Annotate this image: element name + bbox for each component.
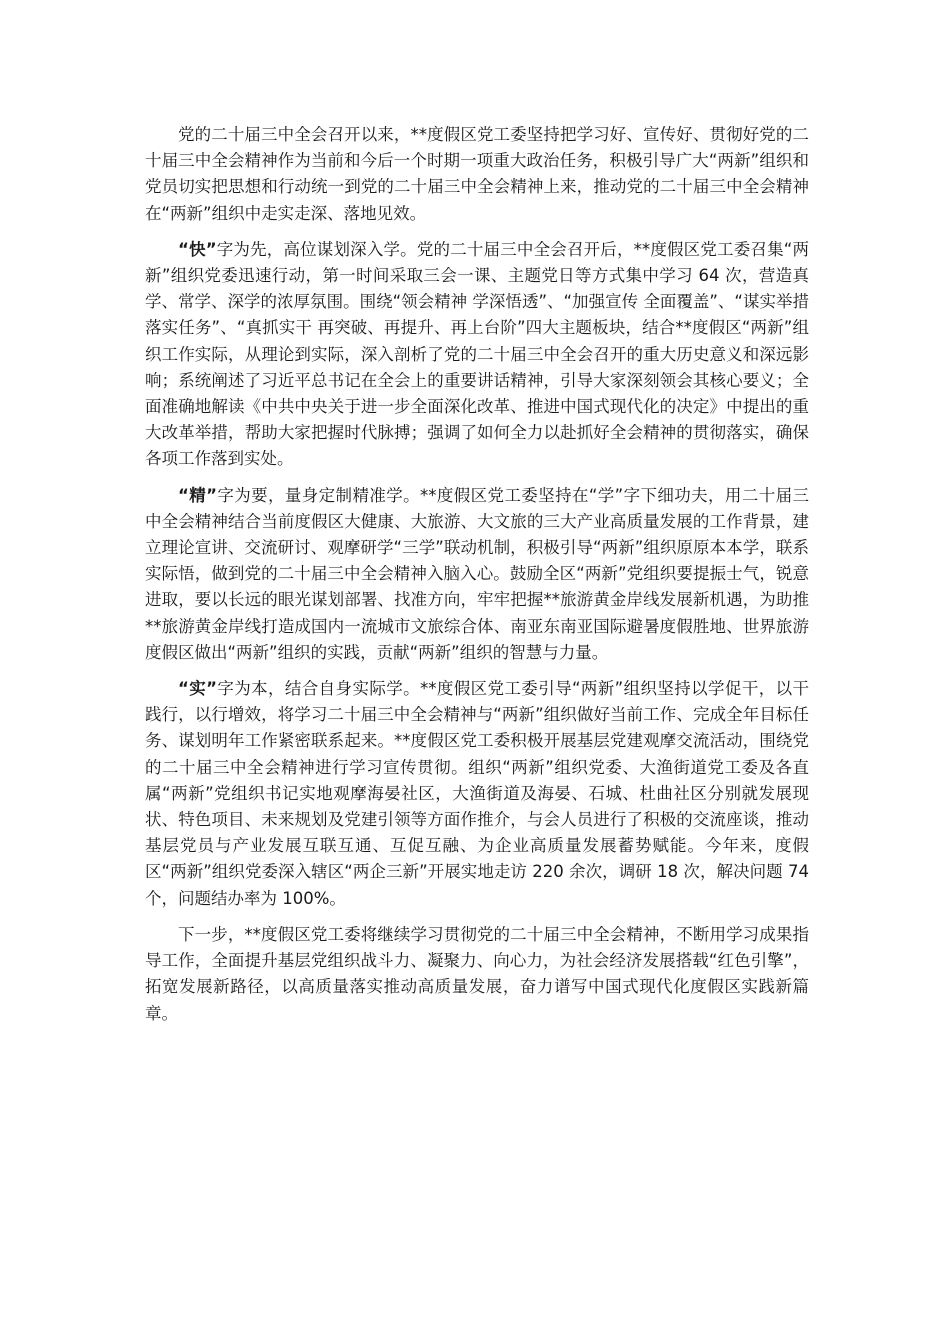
paragraph-lead: “实” bbox=[178, 679, 217, 699]
paragraph-lead: “精” bbox=[178, 485, 217, 505]
paragraph-jing bbox=[145, 483, 809, 666]
paragraph-text: 下一步，**度假区党工委将继续学习贯彻党的二十届三中全会精神，不断用学习成果指导工作，全面提升基层党组织战斗力、凝聚力、向心力，为社会经济发展搭载“红色引擎”，拓宽发展新路径，以高质量落实推动高质量发展，奋力谱写中国式现代化度假区实践新篇章。 bbox=[145, 924, 809, 1023]
paragraph-text: 党的二十届三中全会召开以来，**度假区党工委坚持把学习好、宣传好、贯彻好党的二十届三中全会精神作为当前和今后一个时期一项重大政治任务，积极引导广大“两新”组织和党员切实把思想和行动统一到党的二十届三中全会精神上来，推动党的二十届三中全会精神在“两新”组织中走实走深、落地见效。 bbox=[145, 125, 809, 223]
paragraph-next-step bbox=[145, 922, 809, 1027]
paragraph-text: 字为要，量身定制精准学。**度假区党工委坚持在“学”字下细功夫，用二十届三中全会精神结合当前度假区大健康、大旅游、大文旅的三大产业高质量发展的工作背景，建立理论宣讲、交流研讨、观摩研学“三学”联动机制，积极引导“两新”组织原原本本学，联系实际悟，做到党的二十届三中全会精神入脑入心。鼓励全区“两新”党组织要提振士气，锐意进取，要以长远的眼光谋划部署、找准方向，牢牢把握**旅游黄金岸线发展新机遇，为助推**旅游黄金岸线打造成国内一流城市文旅综合体、南亚东南亚国际避暑度假胜地、世界旅游度假区做出“两新”组织的实践，贡献“两新”组织的智慧与力量。 bbox=[145, 485, 809, 662]
paragraph-shi bbox=[145, 676, 809, 912]
paragraph-kuai bbox=[145, 237, 809, 473]
paragraph-text: 字为本，结合自身实际学。**度假区党工委引导“两新”组织坚持以学促干，以干践行，以行增效，将学习二十届三中全会精神与“两新”组织做好当前工作、完成全年目标任务、谋划明年工作紧密联系起来。**度假区党工委积极开展基层党建观摩交流活动，围绕党的二十届三中全会精神进行学习宣传贯彻。组织“两新”组织党委、大渔街道党工委及各直属“两新”党组织书记实地观摩海晏社区，大渔街道及海晏、石城、杜曲社区分别就发展现状、特色项目、未来规划及党建引领等方面作推介，与会人员进行了积极的交流座谈，推动基层党员与产业发展互联互通、互促互融、为企业高质量发展蓄势赋能。今年来，度假区“两新”组织党委深入辖区“两企三新”开展实地走访 220 余次，调研 18 次，解决问题 74 个，问题结办率为 100%。 bbox=[145, 679, 809, 908]
paragraph-lead: “快” bbox=[178, 239, 217, 259]
paragraph-intro bbox=[145, 122, 809, 227]
document-body bbox=[145, 122, 809, 1037]
paragraph-text: 字为先，高位谋划深入学。党的二十届三中全会召开后，**度假区党工委召集“两新”组织党委迅速行动，第一时间采取三会一课、主题党日等方式集中学习 64 次，营造真学、常学、深学的浓厚氛围。围绕“领会精神 学深悟透”、“加强宣传 全面覆盖”、“谋实举措 落实任务”、“真抓实干 再突破、再提升、再上台阶”四大主题板块，结合**度假区“两新”组织工作实际，从理论到实际，深入剖析了党的二十届三中全会召开的重大历史意义和深远影响；系统阐述了习近平总书记在全会上的重要讲话精神，引导大家深刻领会其核心要义；全面准确地解读《中共中央关于进一步全面深化改革、推进中国式现代化的决定》中提出的重大改革举措，帮助大家把握时代脉搏；强调了如何全力以赴抓好全会精神的贯彻落实，确保各项工作落到实处。 bbox=[145, 239, 809, 469]
